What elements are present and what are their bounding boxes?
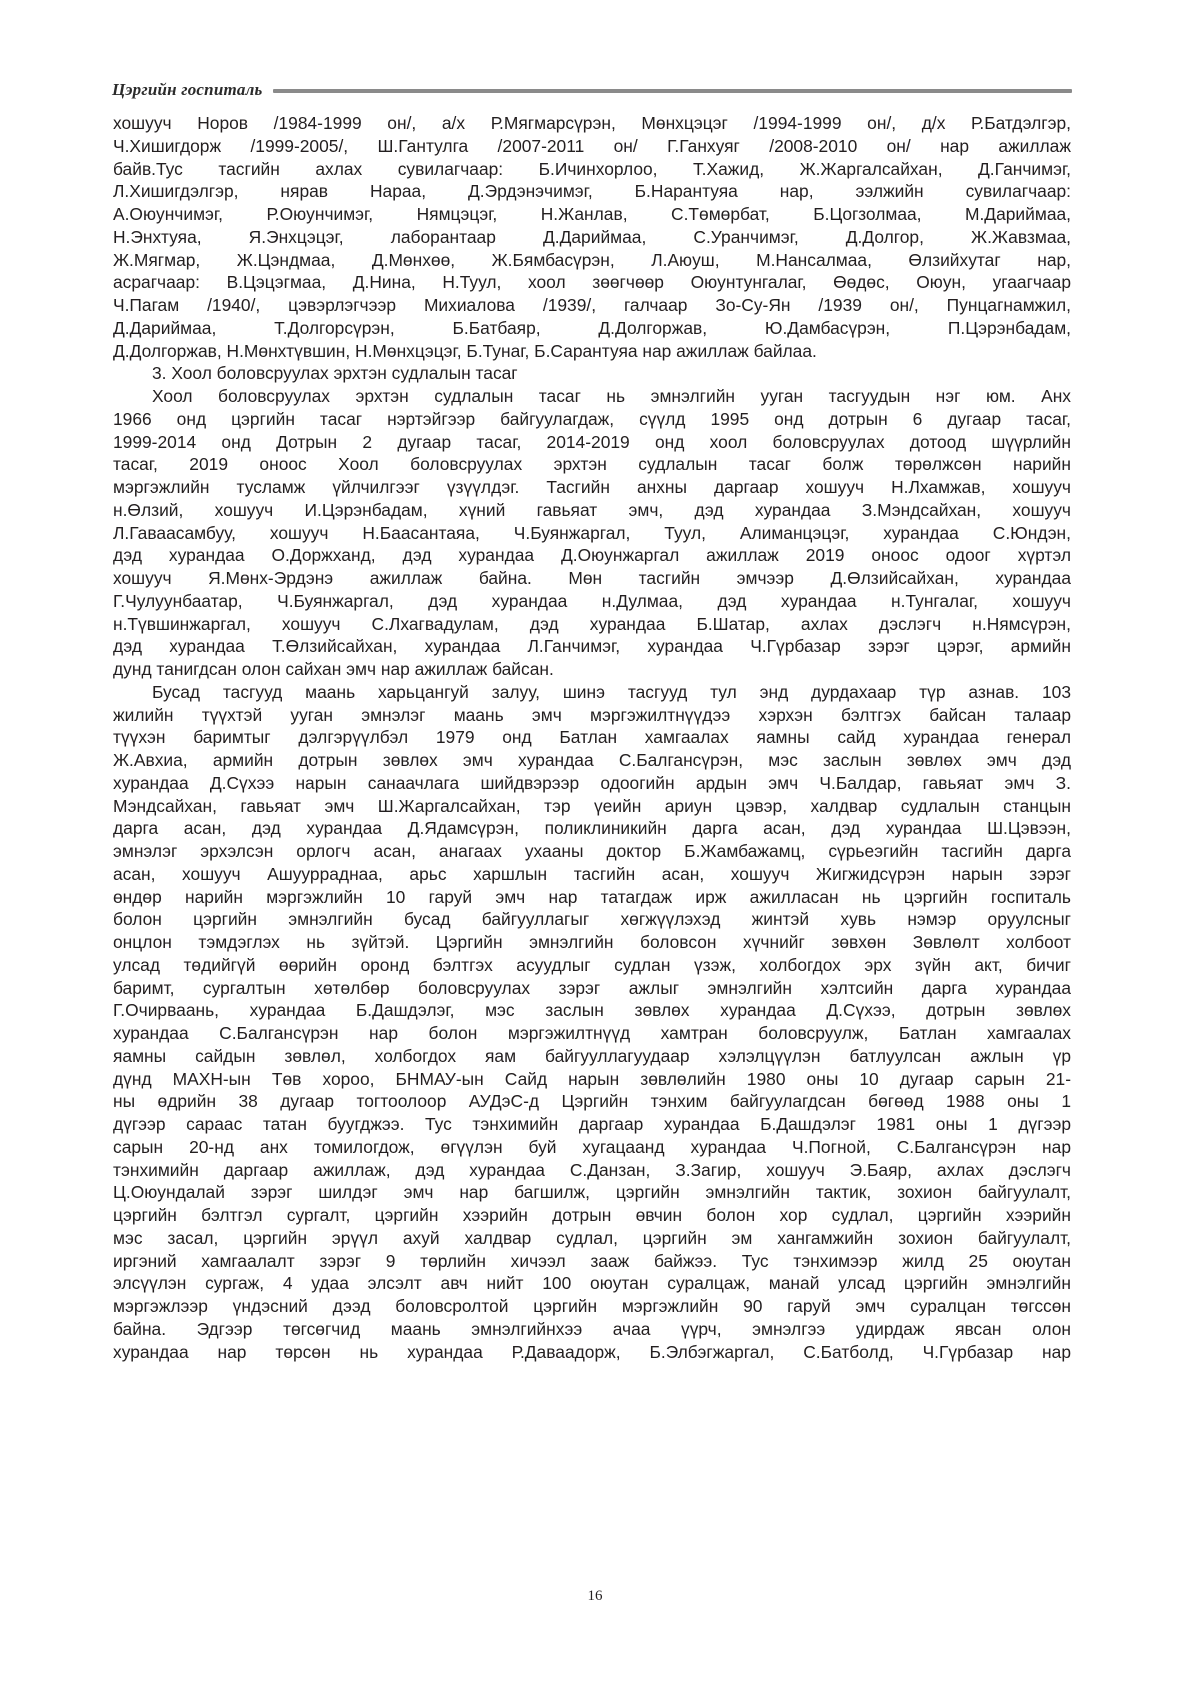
text-line: эмнэлэг эрхэлсэн орлогч асан, анагаах ухааны доктор Б.Жамбажамц, сүрьеэгийн тасгийн дарга [113, 841, 1071, 861]
text-line: баримт, сургалтын хөтөлбөр боловсруулах зэрэг ажлыг эмнэлгийн хэлтсийн дарга хурандаа [113, 977, 1071, 998]
text-line: Ч.Хишигдорж /1999-2005/, Ш.Гантулга /2007-2011 он/ Г.Ганхуяг /2008-2010 он/ нар ажиллаж [113, 135, 1071, 156]
text-line: Л.Гаваасамбуу, хошууч Н.Баасантаяа, Ч.Буянжаргал, Туул, Алиманцэцэг, хурандаа С.Юндэн, [113, 522, 1071, 543]
text-line: улсад төдийгүй өөрийн оронд бэлтгэх асуудлыг судлан үзэж, холбогдох эрх зүйн акт, бичиг [113, 954, 1071, 975]
text-line: жилийн түүхтэй ууган эмнэлэг маань эмч мэргэжилтнүүдээ хэрхэн бэлтгэх байсан талаар [113, 704, 1071, 725]
text-line: хурандаа Д.Сүхээ нарын санаачлага шийдвэрээр одоогийн ардын эмч Ч.Балдар, гавьяат эмч З. [113, 772, 1071, 793]
text-line: Ч.Пагам /1940/, цэвэрлэгчээр Михиалова /1939/, галчаар Зо-Су-Ян /1939 он/, Пунцагнамжил, [113, 295, 1071, 315]
text-line: Хоол боловсруулах эрхтэн судлалын тасаг нь эмнэлгийн ууган тасгуудын нэг юм. Анх [152, 386, 1071, 406]
text-line: Д.Долгоржав, Н.Мөнхтүвшин, Н.Мөнхцэцэг, Б.Тунаг, Б.Сарантуяа нар ажиллаж байлаа. [113, 340, 817, 361]
text-line: мэс засал, цэргийн эрүүл ахуй халдвар судлал, цэргийн эм хангамжийн зохион байгуулалт, [113, 1227, 1071, 1248]
text-line: н.Өлзий, хошууч И.Цэрэнбадам, хүний гавьяат эмч, дэд хурандаа З.Мэндсайхан, хошууч [113, 499, 1071, 520]
text-line: Г.Очирваань, хурандаа Б.Дашдэлэг, мэс заслын зөвлөх хурандаа Д.Сүхээ, дотрын зөвлөх [113, 1000, 1071, 1021]
paragraph-gastro-department [113, 385, 1071, 681]
text-line: н.Түвшинжаргал, хошууч С.Лхагвадулам, дэд хурандаа Б.Шатар, ахлах дэслэгч н.Нямсүрэн, [113, 613, 1071, 634]
text-line: асан, хошууч Ашуурраднаа, арьс харшлын тасгийн асан, хошууч Жигжидсүрэн нарын зэрэг [113, 863, 1071, 884]
section-heading [113, 362, 1071, 385]
text-line: хурандаа С.Балгансүрэн нар болон мэргэжилтнүүд хамтран боловсруулж, Батлан хамгаалах [113, 1023, 1071, 1043]
text-line: хошууч Я.Мөнх-Эрдэнэ ажиллаж байна. Мөн тасгийн эмчээр Д.Өлзийсайхан, хурандаа [113, 568, 1071, 588]
paragraph-other-departments [113, 681, 1071, 1364]
text-line: дүгээр сараас татан буугджээ. Тус тэнхимийн даргаар хурандаа Б.Дашдэлэг 1981 оны 1 дүгээр [113, 1114, 1071, 1134]
text-line: 1966 онд цэргийн тасаг нэртэйгээр байгуулагдаж, сүүлд 1995 онд дотрын 6 дугаар тасаг, [113, 408, 1071, 429]
text-line: тэнхимийн даргаар ажиллаж, дэд хурандаа С.Данзан, З.Загир, хошууч Э.Баяр, ахлах дэслэгч [113, 1159, 1071, 1180]
text-line: хурандаа нар төрсөн нь хурандаа Р.Даваадорж, Б.Элбэгжаргал, С.Батболд, Ч.Гүрбазар нар [113, 1341, 1071, 1362]
text-line: Ж.Авхиа, армийн дотрын зөвлөх эмч хурандаа С.Балгансүрэн, мэс заслын зөвлөх эмч дэд [113, 750, 1071, 770]
text-line: мэргэжлийн тусламж үйлчилгээг үзүүлдэг. Тасгийн анхны даргаар хошууч Н.Лхамжав, хошууч [113, 477, 1071, 497]
text-line: Д.Дариймаа, Т.Долгорсүрэн, Б.Батбаяр, Д.Долгоржав, Ю.Дамбасүрэн, П.Цэрэнбадам, [113, 317, 1071, 338]
text-line: өндөр нарийн мэргэжлийн 10 гаруй эмч нар татагдаж ирж ажилласан нь цэргийн госпиталь [113, 886, 1071, 907]
text-line: хошууч Норов /1984-1999 он/, а/х Р.Мягмарсүрэн, Мөнхцэцэг /1994-1999 он/, д/х Р.Батдэлгэр, [113, 113, 1071, 133]
text-line: Г.Чулуунбаатар, Ч.Буянжаргал, дэд хурандаа н.Дулмаа, дэд хурандаа н.Тунгалаг, хошууч [113, 590, 1071, 611]
text-line: ны өдрийн 38 дугаар тогтоолоор АУДэС-д Цэргийн тэнхим байгуулагдсан бөгөөд 1988 оны 1 [113, 1091, 1071, 1112]
text-line: асрагчаар: В.Цэцэгмаа, Д.Нина, Н.Туул, хоол зөөгчөөр Оюунтунгалаг, Өөдөс, Оюун, угаагчаар [113, 272, 1071, 293]
text-line: Ц.Оюундалай зэрэг шилдэг эмч нар багшилж, цэргийн эмнэлгийн тактик, зохион байгуулалт, [113, 1182, 1071, 1203]
text-line: Ж.Мягмар, Ж.Цэндмаа, Д.Мөнхөө, Ж.Бямбасүрэн, Л.Аюуш, М.Нансалмаа, Өлзийхутаг нар, [113, 249, 1071, 270]
header-rule [273, 89, 1073, 93]
body-text [113, 112, 1071, 1363]
text-line: тасаг, 2019 оноос Хоол боловсруулах эрхтэн судлалын тасаг болж төрөлжсөн нарийн [113, 454, 1071, 475]
paragraph-staff-list [113, 112, 1071, 362]
text-line: мэргэжлээр үндэсний дээд боловсролтой цэргийн мэргэжлийн 90 гаруй эмч суралцан төгссөн [113, 1296, 1071, 1316]
running-title: Цэргийн госпиталь [112, 80, 263, 99]
text-line: байна. Эдгээр төгсөгчид маань эмнэлгийнхээ ачаа үүрч, эмнэлгээ удирдаж явсан олон [113, 1318, 1071, 1339]
text-line: байв.Тус тасгийн ахлах сувилагчаар: Б.Ичинхорлоо, Т.Хажид, Ж.Жаргалсайхан, Д.Ганчимэг, [113, 158, 1071, 179]
text-line: дарга асан, дэд хурандаа Д.Ядамсүрэн, поликлиникийн дарга асан, дэд хурандаа Ш.Цэвээн, [113, 818, 1071, 839]
text-line: Мэндсайхан, гавьяат эмч Ш.Жаргалсайхан, тэр үеийн ариун цэвэр, халдвар судлалын станцын [113, 795, 1071, 816]
section-heading-text: 3. Хоол боловсруулах эрхтэн судлалын тасаг [152, 363, 518, 384]
running-header [112, 76, 1072, 104]
text-line: дэд хурандаа О.Доржханд, дэд хурандаа Д.Оюунжаргал ажиллаж 2019 оноос одоог хүртэл [113, 545, 1071, 566]
text-line: элсүүлэн сургаж, 4 удаа элсэлт авч нийт 100 оюутан суралцаж, манай улсад цэргийн эмнэлгийн [113, 1273, 1071, 1294]
text-line: А.Оюунчимэг, Р.Оюунчимэг, Нямцэцэг, Н.Жанлав, С.Төмөрбат, Б.Цогзолмаа, М.Дариймаа, [113, 204, 1071, 224]
text-line: Л.Хишигдэлгэр, нярав Нараа, Д.Эрдэнэчимэг, Б.Нарантуяа нар, ээлжийн сувилагчаар: [113, 181, 1071, 202]
text-line: иргэний хамгаалалт зэрэг 9 төрлийн хичээл зааж байжээ. Тус тэнхимээр жилд 25 оюутан [113, 1250, 1071, 1271]
text-line: дунд танигдсан олон сайхан эмч нар ажиллаж байсан. [113, 659, 554, 679]
text-line: онцлон тэмдэглэх нь зүйтэй. Цэргийн эмнэлгийн боловсон хүчнийг зөвхөн Зөвлөлт холбоот [113, 932, 1071, 952]
text-line: дэд хурандаа Т.Өлзийсайхан, хурандаа Л.Ганчимэг, хурандаа Ч.Гүрбазар зэрэг цэрэг, армийн [113, 636, 1071, 657]
page-number: 16 [587, 1588, 603, 1604]
text-line: түүхэн баримтыг дэлгэрүүлбэл 1979 онд Батлан хамгаалах яамны сайд хурандаа генерал [113, 727, 1071, 748]
text-line: сарын 20-нд анх томилогдож, өгүүлэн буй хугацаанд хурандаа Ч.Погной, С.Балгансүрэн нар [113, 1136, 1071, 1157]
text-line: яамны сайдын зөвлөл, холбогдох яам байгууллагуудаар хэлэлцүүлэн батлуулсан ажлын үр [113, 1045, 1071, 1066]
text-line: Бусад тасгууд маань харьцангуй залуу, шинэ тасгууд тул энд дурдахаар түр азнав. 103 [152, 681, 1071, 702]
text-line: 1999-2014 онд Дотрын 2 дугаар тасаг, 2014-2019 онд хоол боловсруулах дотоод шүүрлийн [113, 431, 1071, 452]
text-line: Н.Энхтуяа, Я.Энхцэцэг, лаборантаар Д.Дариймаа, С.Уранчимэг, Д.Долгор, Ж.Жавзмаа, [113, 226, 1071, 247]
text-line: болон цэргийн эмнэлгийн бусад байгууллагыг хөгжүүлэхэд жинтэй хувь нэмэр оруулсныг [113, 909, 1071, 930]
text-line: цэргийн бэлтгэл сургалт, цэргийн хээрийн дотрын өвчин болон хор судлал, цэргийн хээрийн [113, 1205, 1071, 1225]
text-line: дүнд МАХН-ын Төв хороо, БНМАУ-ын Сайд нарын зөвлөлийн 1980 оны 10 дугаар сарын 21- [113, 1068, 1071, 1089]
